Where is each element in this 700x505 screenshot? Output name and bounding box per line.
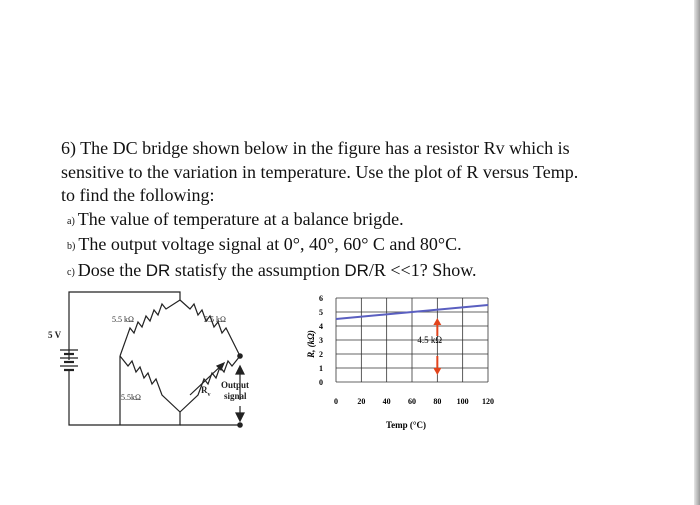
item-c-label: c) xyxy=(67,266,75,278)
resistor-top-left xyxy=(120,300,180,356)
r-top-right-label: 5.5 kΩ xyxy=(204,315,226,324)
y-tick-label: 0 xyxy=(319,378,323,387)
question-item-a xyxy=(61,208,681,234)
item-c-text-1: Dose the xyxy=(77,259,146,280)
annotation-arrow-up-head xyxy=(433,318,441,325)
question-text xyxy=(61,137,681,284)
x-axis-label: Temp (°C) xyxy=(385,420,427,430)
rv-label-sub: v xyxy=(207,392,211,398)
item-b-text: The output voltage signal at 0°, 40°, 60° C and 80°C. xyxy=(78,234,462,254)
r-vs-temp-chart xyxy=(306,294,494,430)
annotation-arrow-down-head xyxy=(433,368,441,375)
r-bottom-left-label: 5.5kΩ xyxy=(121,393,141,402)
x-tick-label: 100 xyxy=(456,397,469,406)
y-tick-label: 5 xyxy=(319,308,323,317)
bridge-circuit xyxy=(60,292,244,427)
circuit-labels xyxy=(48,315,249,402)
y-tick-label: 4 xyxy=(319,322,323,331)
output-arrow-down-head xyxy=(236,413,244,421)
figure xyxy=(0,280,700,440)
rv-label xyxy=(201,385,211,398)
r-top-left-label: 5.5 kΩ xyxy=(112,315,134,324)
source-label: 5 V xyxy=(48,330,62,340)
x-tick-label: 60 xyxy=(408,397,416,406)
x-tick-label: 40 xyxy=(382,397,391,406)
x-tick-label: 20 xyxy=(357,397,366,406)
x-tick-label: 80 xyxy=(433,397,442,406)
item-c-dr-1: DR xyxy=(145,260,171,280)
y-tick-label: 3 xyxy=(319,336,323,345)
item-c-text-2: statisfy the assumption xyxy=(170,259,345,280)
item-c-text-3: /R <<1? Show. xyxy=(368,259,477,280)
output-label-2: signal xyxy=(224,391,247,401)
chart-grid xyxy=(336,298,488,382)
annotation-label: 4.5 kΩ xyxy=(417,335,443,345)
y-tick-label: 1 xyxy=(319,364,323,373)
x-tick-label: 120 xyxy=(482,397,494,406)
resistor-bottom-left xyxy=(120,356,180,412)
chart-ticks xyxy=(319,294,494,406)
question-line-3: to find the following: xyxy=(61,185,215,205)
x-tick-label: 0 xyxy=(334,397,338,406)
item-b-label: b) xyxy=(67,241,76,252)
output-arrow-up-head xyxy=(236,366,244,374)
rv-label-main: R xyxy=(201,385,208,395)
question-item-b xyxy=(61,233,681,259)
y-tick-label: 2 xyxy=(319,350,323,359)
annotation xyxy=(417,318,442,375)
question-line-1: 6) The DC bridge shown below in the figure has a resistor Rv which is xyxy=(61,138,570,158)
y-axis-label: R, (kΩ) xyxy=(306,330,316,358)
output-terminal-top xyxy=(238,354,242,358)
item-c-dr-2: DR xyxy=(344,260,369,280)
resistor-top-right xyxy=(180,300,240,356)
item-a-text: The value of temperature at a balance brigde. xyxy=(77,208,404,229)
item-a-label: a) xyxy=(67,215,75,227)
question-line-2: sensitive to the variation in temperature. Use the plot of R versus Temp. xyxy=(61,161,579,182)
output-label-1: Output xyxy=(221,380,250,390)
y-tick-label: 6 xyxy=(319,294,323,303)
wire-top xyxy=(69,292,180,360)
